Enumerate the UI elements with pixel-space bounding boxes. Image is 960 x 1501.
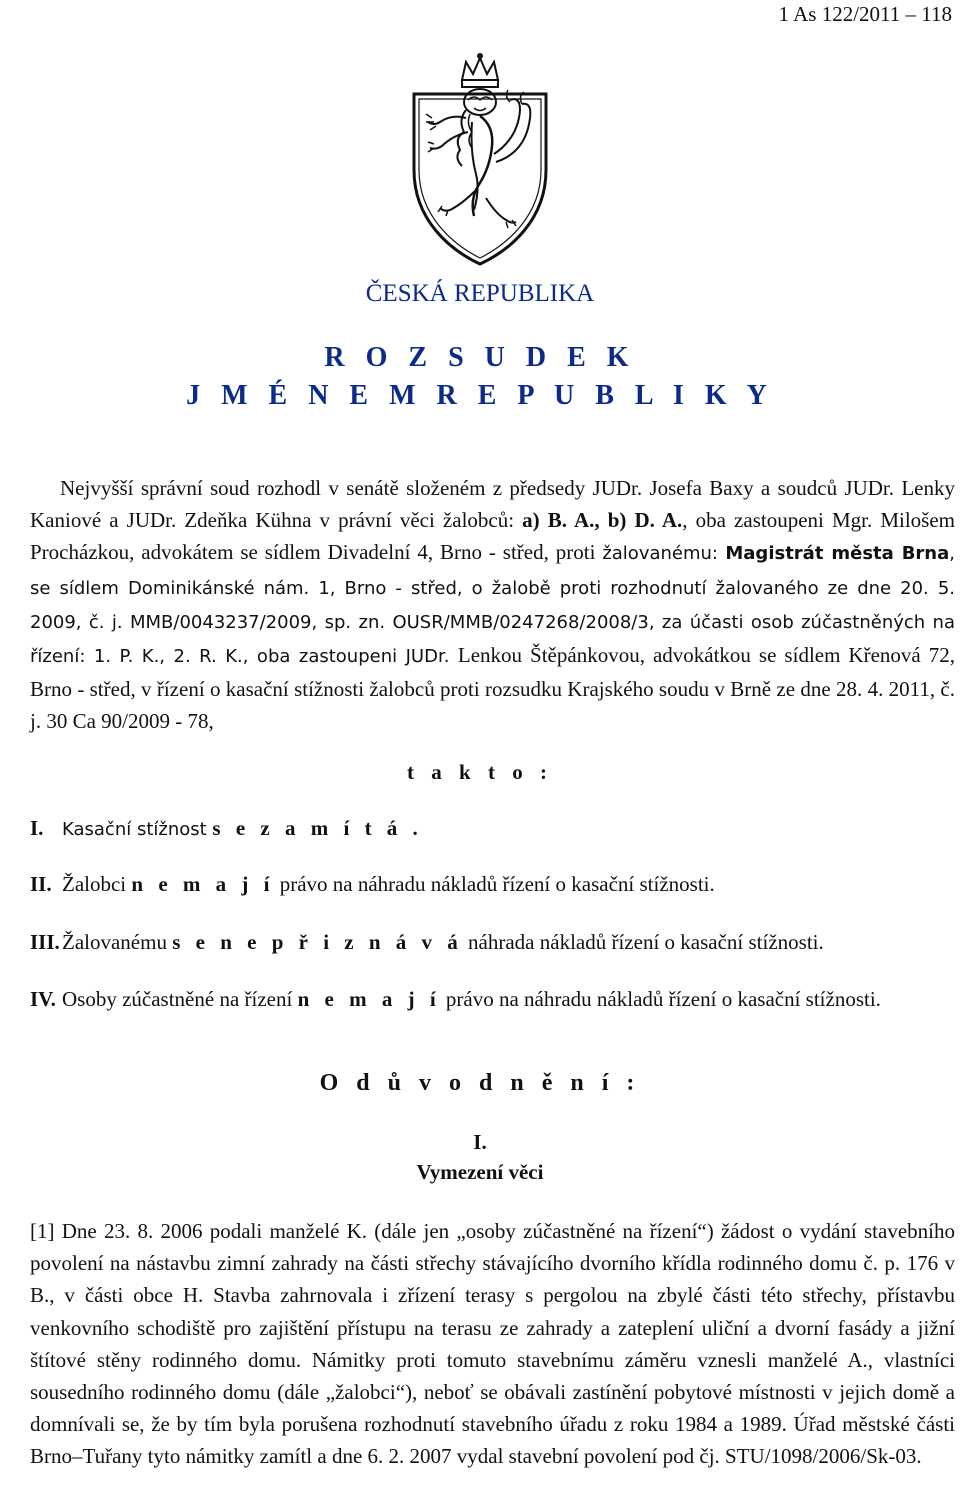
verdict-item-1 (30, 812, 955, 846)
item-number: II. (30, 872, 52, 896)
item-text-rest: právo na náhradu nákladů řízení o kasační stížnosti. (440, 987, 881, 1011)
case-number: 1 As 122/2011 – 118 (778, 2, 952, 26)
paragraph-1: [1] Dne 23. 8. 2006 podali manželé K. (dále jen „osoby zúčastněné na řízení“) žádost o vydání stavebního povolení na nástavbu zimní zahrady na části střechy stávajícího dvorního křídla rodinného domu č. p. 176 v B., v části obce H. Stavba zahrnovala i zřízení terasy s pergolou na zbylé části této střechy, přístavbu venkovního schodiště pro zajištění přístupu na terasu ze zahrady a zateplení uliční a dvorní fasády a jižní štítové stěny rodinného domu. Námitky proti tomuto stavebnímu záměru vznesli manželé A., vlastníci sousedního rodinného domu (dále „žalobci“), neboť se obávali zastínění pobytové místnosti v jejich domě a domnívali se, že by tím byla porušena rozhodnutí stavebního úřadu z roku 1984 a 1989. Úřad městské části Brno–Tuřany tyto námitky zamítl a dne 6. 2. 2007 vydal stavební povolení pod čj. STU/1098/2006/Sk-03. (30, 1219, 955, 1469)
state-name: ČESKÁ REPUBLIKA (365, 280, 595, 307)
takto-heading: t a k t o : (407, 760, 553, 784)
verdict-item-3 (30, 926, 955, 958)
section-title: Vymezení věci (416, 1160, 544, 1184)
item-text-rest: náhrada nákladů řízení o kasační stížnosti. (462, 930, 824, 954)
czech-coat-of-arms-lion-icon (410, 50, 550, 268)
intro-text-1: Nejvyšší správní soud rozhodl v senátě složeném z předsedy JUDr. Josefa Baxy a soudců JUDr. Lenky Kaniové a JUDr. Zdeňka Kühna v právní věci žalobců: (30, 476, 955, 533)
intro-paragraph (30, 472, 955, 738)
item-text: Žalobci (62, 872, 132, 896)
defendant: Magistrát města Brna (725, 543, 950, 565)
item-number: III. (30, 930, 60, 954)
verdict-title: R O Z S U D E K (324, 342, 636, 373)
item-verdict: s e n e p ř i z n á v á (172, 930, 463, 954)
reasoning-heading: O d ů v o d n ě n í : (319, 1070, 641, 1096)
item-number: I. (30, 816, 44, 840)
item-text: Kasační stížnost (62, 819, 213, 840)
verdict-item-2 (30, 868, 955, 900)
verdict-subtitle: J M É N E M R E P U B L I K Y (186, 380, 774, 411)
item-verdict: n e m a j í (131, 872, 275, 896)
verdict-item-4 (30, 983, 955, 1015)
item-number: IV. (30, 987, 56, 1011)
item-text-rest: právo na náhradu nákladů řízení o kasační stížnosti. (274, 872, 715, 896)
item-text: Žalovanému (62, 930, 173, 954)
item-text: Osoby zúčastněné na řízení (62, 987, 298, 1011)
item-verdict: s e z a m í t á . (212, 816, 423, 840)
intro-text-2: , oba zastoupeni Mgr. Milošem Procházkou, advokátem se sídlem Divadelní 4, Brno - střed, proti (30, 508, 955, 565)
intro-text-4: , se sídlem Dominikánské nám. 1, Brno - střed, o žalobě proti rozhodnutí žalovaného ze dne 20. 5. 2009, č. j. MMB/0043237/2009, sp. zn. OUSR/MMB/0247268/2008/3, za účasti osob zúčastněných na řízení: 1. P. K., 2. R. K., oba zastoupeni JUDr. (30, 543, 955, 668)
section-number: I. (473, 1130, 487, 1154)
item-verdict: n e m a j í (297, 987, 441, 1011)
intro-text-3: žalovanému: (602, 543, 726, 565)
intro-text-5: Lenkou Štěpánkovou, advokátkou se sídlem Křenová 72, Brno - střed, v řízení o kasační stížnosti žalobců proti rozsudku Krajského soudu v Brně ze dne 28. 4. 2011, č. j. 30 Ca 90/2009 - 78, (30, 643, 955, 734)
plaintiffs: a) B. A., b) D. A. (522, 508, 683, 533)
